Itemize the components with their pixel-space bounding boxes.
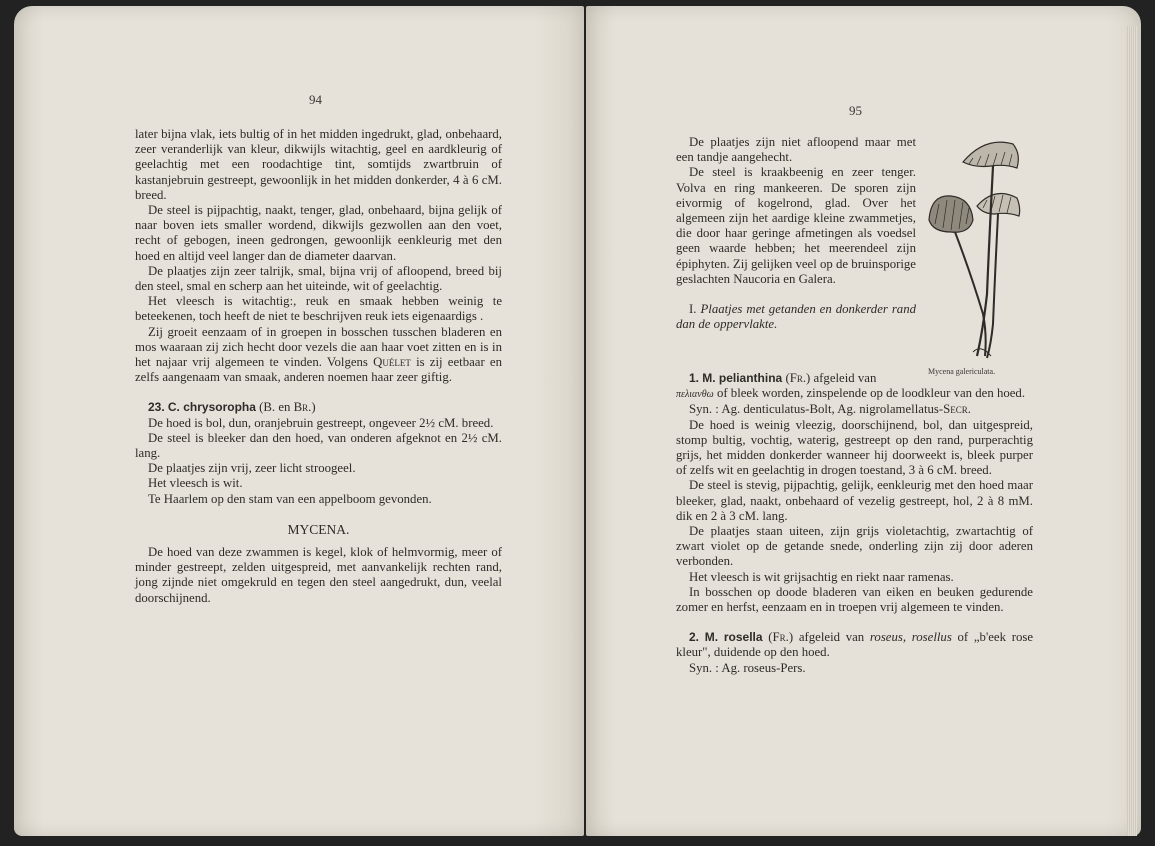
page-edges — [1127, 26, 1137, 836]
paragraph: De hoed is weinig vleezig, doorschijnend, bol, dan uitgespreid, stomp bultig, vochtig, waterig, gestreept op den rand, purperachtig grijs, het midden donkerder wanneer hij doorweekt is, bleek purper of zelfs wit en geelachtig in drogen toestand, 3 à 6 cM. breed. — [676, 417, 1033, 478]
paragraph — [135, 325, 502, 386]
mushroom-illustration — [925, 134, 1035, 364]
synonyms-text: Syn. : Ag. denticulatus-Bolt, Ag. nigrolamellatus- — [689, 402, 944, 417]
paragraph-text: is zij eetbaar en zelfs aangenaam van smaak, anderen noemen haar zeer giftig. — [135, 355, 502, 385]
species-name: M. rosella — [704, 630, 763, 645]
species-etymology: afgeleid van — [798, 630, 865, 645]
species-author: (Fr.) — [785, 371, 811, 385]
genus-heading: MYCENA. — [287, 521, 350, 537]
illustration-caption: Mycena galericulata. — [928, 367, 996, 376]
paragraph: Het vleesch is wit. — [148, 476, 243, 491]
right-page-text — [676, 371, 1033, 676]
section-title: Plaatjes met getanden en donkerder rand dan de oppervlakte. — [676, 302, 916, 332]
synonyms-author: Secr. — [943, 402, 971, 417]
left-page — [14, 6, 584, 836]
left-page-text — [135, 127, 502, 606]
page-number-left: 94 — [309, 92, 322, 107]
paragraph: Te Haarlem op den stam van een appelboom gevonden. — [148, 491, 432, 506]
paragraph: De steel is stevig, pijpachtig, gelijk, eenkleurig met den hoed maar bleeker, glad, naakt, onbehaard of vezelig gestreept, hol, 2 à 8 mM. dik en 2 à 3 cM. lang. — [676, 478, 1033, 523]
paragraph: Het vleesch is witachtig:, reuk en smaak hebben weinig te beteekenen, toch heeft de niet te beschrijven reuk iets eigenaardigs . — [135, 294, 502, 324]
paragraph: De hoed van deze zwammen is kegel, klok of helmvormig, meer of minder gestreept, zelden uitgespreid, met aanvankelijk rechten rand, jong zijnde niet omgekruld en tegen den steel aangedrukt, dun, veelal doorschijnend. — [135, 545, 502, 605]
paragraph: De plaatjes staan uiteen, zijn grijs violetachtig, zwartachtig of zwart violet op de getande snede, onderling zijn zij door aderen verbonden. — [676, 524, 1033, 569]
species-author: (Fr.) — [768, 630, 794, 645]
greek-word: πελιανθω — [676, 389, 714, 401]
section-number: I. — [689, 302, 697, 317]
section-heading — [676, 302, 916, 332]
species-heading — [135, 400, 502, 415]
species-heading — [676, 630, 1033, 660]
paragraph: De steel is pijpachtig, naakt, tenger, glad, onbehaard, bijna gelijk of naar boven iets smaller wordend, dikwijls gezwollen aan den voet, recht of gebogen, ineen gedrongen, gewoonlijk eenkleurig met den hoed en altijd veel langer dan de diameter daarvan. — [135, 203, 502, 263]
species-number: 2. — [689, 630, 700, 645]
author-quelet: Quélet — [373, 355, 411, 370]
paragraph: De plaatjes zijn niet afloopend maar met een tandje aangehecht. — [676, 135, 916, 165]
paragraph-text: of bleek worden, zinspelende op de loodkleur van den hoed. — [716, 386, 1026, 401]
species-author-abbrev: Br.) — [293, 400, 316, 415]
paragraph: De plaatjes zijn vrij, zeer licht stroogeel. — [148, 461, 356, 476]
latin-words: roseus, rosellus — [869, 630, 952, 645]
species-author: (B. en — [259, 400, 291, 415]
synonyms — [676, 402, 1033, 417]
species-number: 1. — [689, 371, 700, 385]
paragraph: De steel is bleeker dan den hoed, van onderen afgeknot en 2½ cM. lang. — [135, 430, 502, 461]
species-number: 23. — [148, 400, 165, 415]
paragraph: Het vleesch is wit grijsachtig en riekt naar ramenas. — [689, 569, 954, 584]
paragraph: De hoed is bol, dun, oranjebruin gestreept, ongeveer 2½ cM. breed. — [148, 415, 494, 430]
paragraph: In bosschen op doode bladeren van eiken en beuken gedurende zomer en herfst, eenzaam en in troepen vrij algemeen te vinden. — [676, 584, 1033, 615]
synonyms: Syn. : Ag. roseus-Pers. — [689, 660, 806, 675]
right-page — [586, 6, 1141, 836]
paragraph-text: of „b'eek rose kleur", duidende op den hoed. — [676, 630, 1034, 660]
right-page-intro — [676, 135, 916, 332]
page-number-right: 95 — [849, 103, 862, 118]
species-name: C. chrysoropha — [167, 400, 256, 415]
species-name: M. pelianthina — [702, 371, 783, 385]
paragraph-text: Zij groeit eenzaam of in groepen in bosschen tusschen bladeren en mos waaraan zij zich hecht door vezels die aan haar voet zitten en is in het najaar vrij algemeen te vinden. Volgens — [135, 324, 502, 370]
paragraph: De steel is kraakbeenig en zeer tenger. Volva en ring mankeeren. De sporen zijn eivormig of kogelrond, glad. Over het algemeen zijn het aardige kleine zwammetjes, die door haar geringe afmetingen als voedsel geen waarde hebben; het meerendeel zijn épiphyten. Zij gelijken veel op de bruinsporige geslachten Naucoria en Galera. — [676, 165, 916, 286]
species-etymology: afgeleid van — [813, 371, 877, 385]
paragraph — [676, 386, 1033, 402]
paragraph: later bijna vlak, iets bultig of in het midden ingedrukt, glad, onbehaard, zeer veranderlijk van kleur, dikwijls witachtig, geel en aardkleurig of geelachtig met een roodachtige tint, somtijds zwartbruin of kastanjebruin gestreept, gewoonlijk in het midden donkerder, 4 à 6 cM. breed. — [135, 127, 502, 202]
paragraph: De plaatjes zijn zeer talrijk, smal, bijna vrij of afloopend, breed bij den steel, smal en scherp aan het uiteinde, wit of geelachtig. — [135, 263, 502, 294]
